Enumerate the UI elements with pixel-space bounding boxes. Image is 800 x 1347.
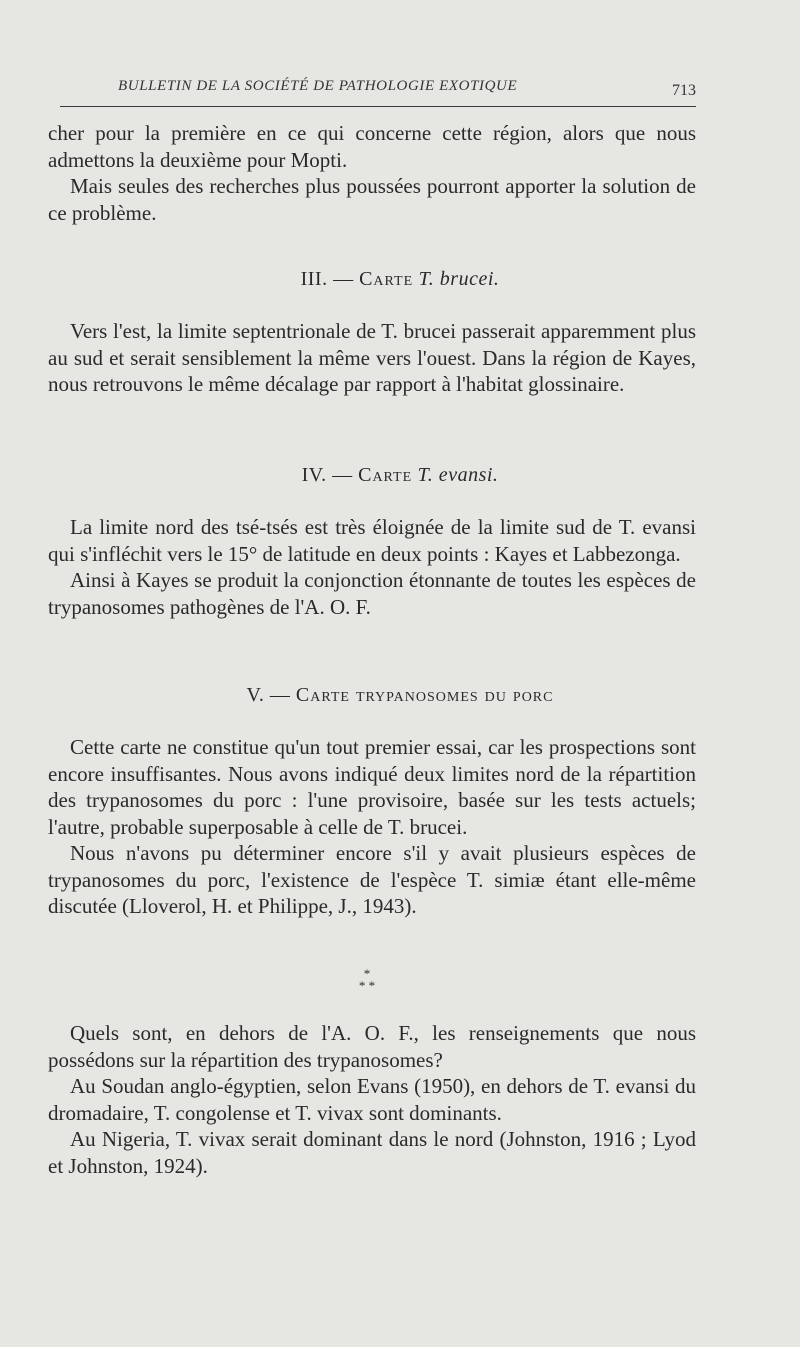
paragraph-group-2 (48, 318, 696, 398)
paragraph-group-4 (48, 734, 696, 920)
section-label: Carte (358, 464, 413, 486)
paragraph-continuation: cher pour la première en ce qui concerne cette région, alors que nous admettons la deuxième pour Mopti. (48, 121, 696, 172)
paragraph: Au Nigeria, T. vivax serait dominant dans le nord (Johnston, 1916 ; Lyod et Johnston, 1924). (48, 1127, 696, 1178)
paragraph: Au Soudan anglo-égyptien, selon Evans (1950), en dehors de T. evansi du dromadaire, T. congolense et T. vivax sont dominants. (48, 1074, 696, 1125)
paragraph-group-1 (48, 120, 696, 226)
paragraph-group-3 (48, 514, 696, 620)
journal-title: BULLETIN DE LA SOCIÉTÉ DE PATHOLOGIE EXOTIQUE (118, 78, 518, 94)
paragraph: La limite nord des tsé-tsés est très éloignée de la limite sud de T. evansi qui s'infléchit vers le 15° de latitude en deux points : Kayes et Labbezonga. (48, 515, 696, 566)
paragraph: Mais seules des recherches plus poussées pourront apporter la solution de ce problème. (48, 174, 696, 225)
section-label: Carte (359, 268, 414, 290)
paragraph: Ainsi à Kayes se produit la conjonction étonnante de toutes les espèces de trypanosomes pathogènes de l'A. O. F. (48, 568, 696, 619)
section-number: V. — (246, 684, 291, 706)
section-heading-v (0, 684, 800, 707)
paragraph: Quels sont, en dehors de l'A. O. F., les renseignements que nous possédons sur la répartition des trypanosomes? (48, 1021, 696, 1072)
asterism-bottom: * * (358, 978, 376, 993)
section-heading-iii (0, 268, 800, 291)
section-number: IV. — (301, 464, 353, 486)
section-heading-iv (0, 464, 800, 487)
section-label: Carte trypanosomes du porc (295, 684, 554, 706)
section-number: III. — (300, 268, 354, 290)
paragraph: Nous n'avons pu déterminer encore s'il y avait plusieurs espèces de trypanosomes du porc, l'existence de l'espèce T. simiæ étant elle-même discutée (Lloverol, H. et Philippe, J., 1943). (48, 841, 696, 918)
paragraph-group-5 (48, 1020, 696, 1179)
paragraph: Cette carte ne constitue qu'un tout premier essai, car les prospections sont encore insuffisantes. Nous avons indiqué deux limites nord de la répartition des trypanosomes du porc : l'une provisoire, basée sur les tests actuels; l'autre, probable superposable à celle de T. brucei. (48, 735, 696, 839)
section-species: T. brucei. (418, 268, 500, 290)
asterism-top: * (363, 966, 371, 981)
running-header (60, 70, 696, 107)
paragraph: Vers l'est, la limite septentrionale de T. brucei passerait apparemment plus au sud et serait sensiblement la même vers l'ouest. Dans la région de Kayes, nous retrouvons le même décalage par rapport à l'habitat glossinaire. (48, 319, 696, 396)
asterism (352, 968, 382, 992)
page-number: 713 (672, 82, 696, 99)
section-species: T. evansi. (417, 464, 499, 486)
